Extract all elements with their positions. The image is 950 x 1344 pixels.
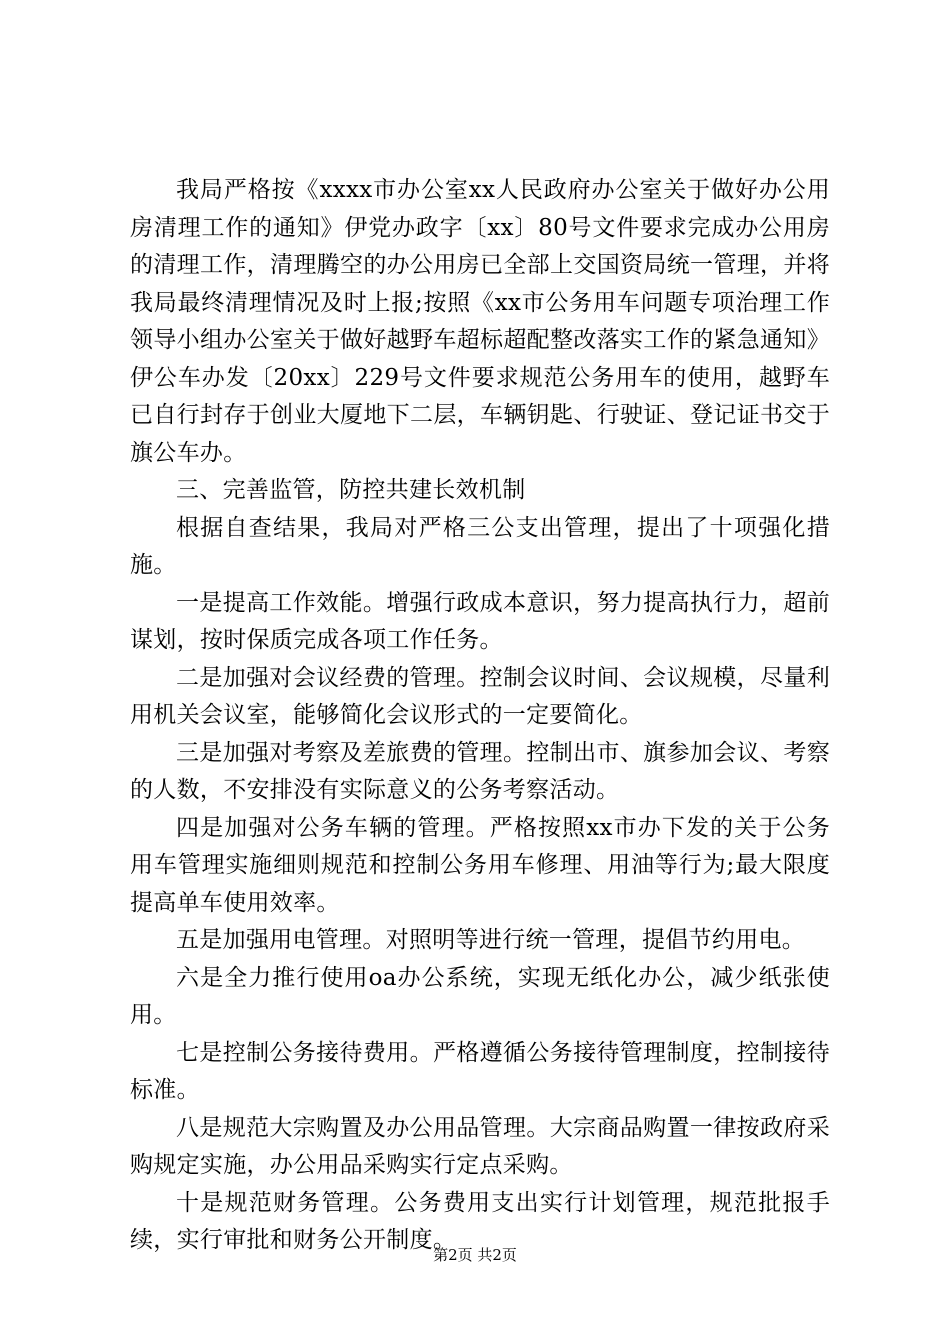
paragraph-measure-8: 八是规范大宗购置及办公用品管理。大宗商品购置一律按政府采购规定实施，办公用品采购实行定点采购。 xyxy=(130,1114,830,1178)
paragraph-measure-4: 四是加强对公务车辆的管理。严格按照xx市办下发的关于公务用车管理实施细则规范和控制公务用车修理、用油等行为;最大限度提高单车使用效率。 xyxy=(130,814,830,916)
document-body xyxy=(130,172,830,1260)
paragraph-measure-1: 一是提高工作效能。增强行政成本意识，努力提高执行力，超前谋划，按时保质完成各项工作任务。 xyxy=(130,589,830,653)
paragraph-measure-10: 十是规范财务管理。公务费用支出实行计划管理，规范批报手续，实行审批和财务公开制度。 xyxy=(130,1189,830,1253)
paragraph-measure-2: 二是加强对会议经费的管理。控制会议时间、会议规模，尽量利用机关会议室，能够简化会议形式的一定要简化。 xyxy=(130,664,830,728)
paragraph-office-cleanup: 我局严格按《xxxx市办公室xx人民政府办公室关于做好办公用房清理工作的通知》伊党办政字〔xx〕80号文件要求完成办公用房的清理工作，清理腾空的办公用房已全部上交国资局统一管理，并将我局最终清理情况及时上报;按照《xx市公务用车问题专项治理工作领导小组办公室关于做好越野车超标超配整改落实工作的紧急通知》伊公车办发〔20xx〕229号文件要求规范公务用车的使用，越野车已自行封存于创业大厦地下二层，车辆钥匙、行驶证、登记证书交于旗公车办。 xyxy=(130,177,830,466)
page-number-footer: 第2页 共2页 xyxy=(433,1246,517,1264)
paragraph-measure-7: 七是控制公务接待费用。严格遵循公务接待管理制度，控制接待标准。 xyxy=(130,1039,830,1103)
paragraph-measure-6: 六是全力推行使用oa办公系统，实现无纸化办公，减少纸张使用。 xyxy=(130,964,830,1028)
paragraph-measure-5: 五是加强用电管理。对照明等进行统一管理，提倡节约用电。 xyxy=(176,927,806,953)
paragraph-measures-intro: 根据自查结果，我局对严格三公支出管理，提出了十项强化措施。 xyxy=(130,514,830,578)
paragraph-measure-3: 三是加强对考察及差旅费的管理。控制出市、旗参加会议、考察的人数，不安排没有实际意义的公务考察活动。 xyxy=(130,739,830,803)
section-heading-supervision: 三、完善监管，防控共建长效机制 xyxy=(176,477,526,503)
